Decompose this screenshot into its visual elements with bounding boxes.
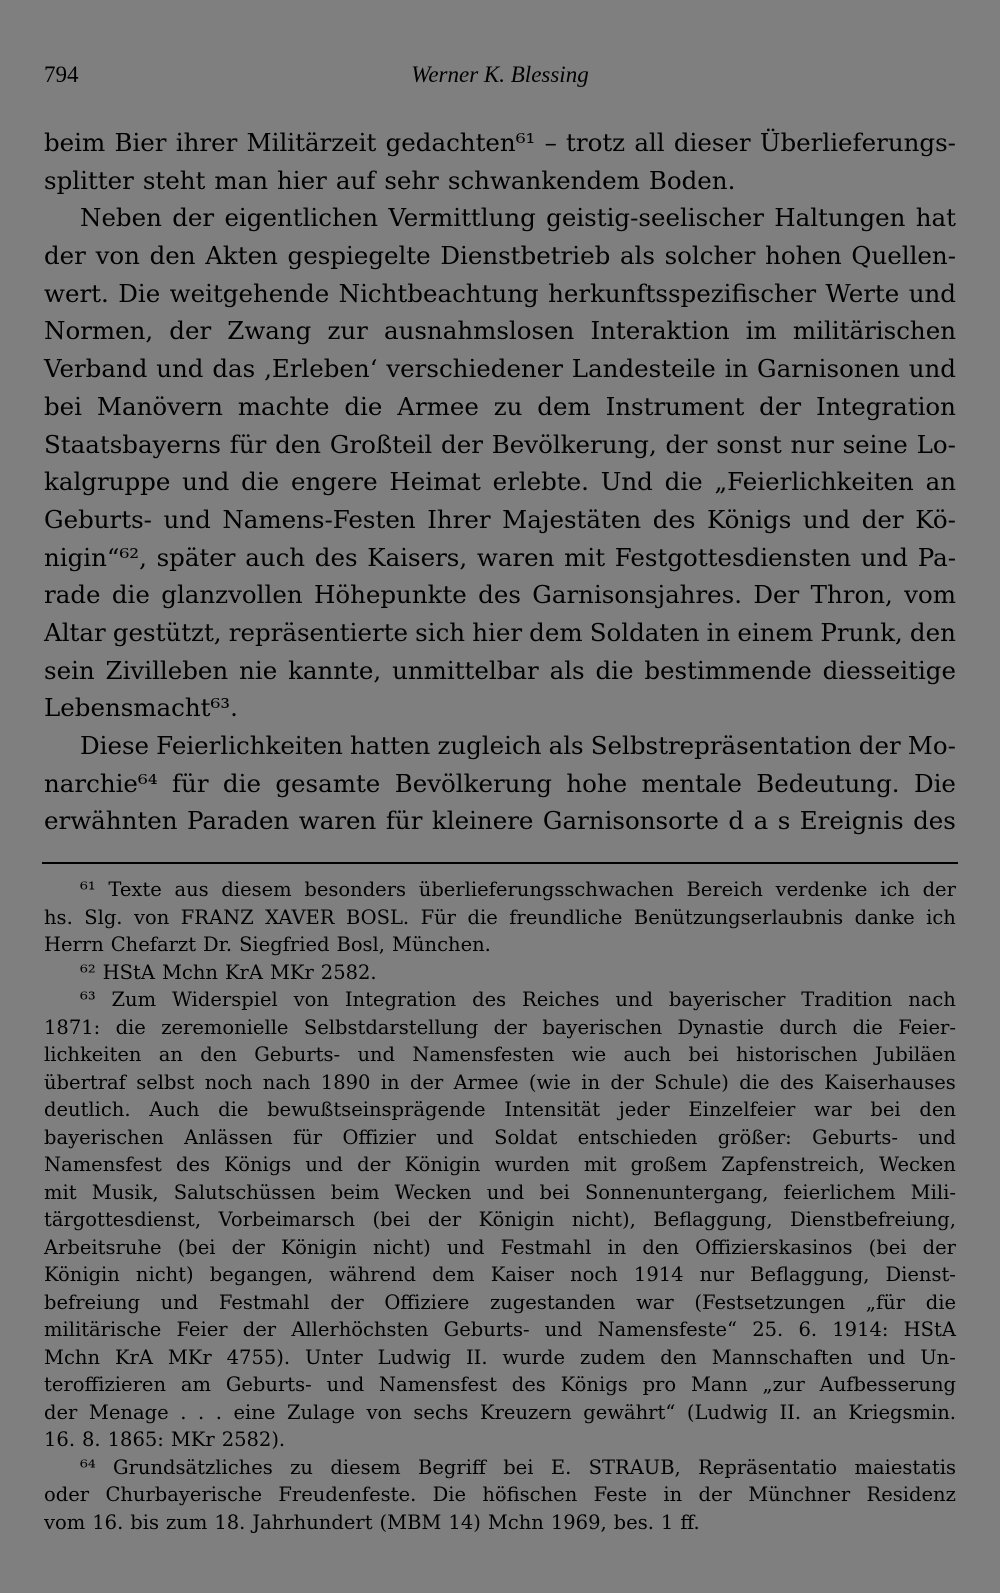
footnote-separator — [42, 862, 958, 864]
body-line: beim Bier ihrer Militärzeit gedachten⁶¹ – trotz all dieser Überlieferungs- — [44, 128, 956, 157]
body-line: Geburts- und Namens-Festen Ihrer Majestäten des Königs und der Kö- — [44, 504, 956, 534]
footnotes-line: hs. Slg. von FRANZ XAVER BOSL. Für die freundliche Benützungserlaubnis danke ich — [44, 905, 956, 929]
body-line: Normen, der Zwang zur ausnahmslosen Interaktion im militärischen — [44, 316, 956, 346]
footnotes-line: bayerischen Anlässen für Offizier und Soldat entschieden größer: Geburts- und — [44, 1125, 956, 1149]
footnotes-line: ⁶² HStA Mchn KrA MKr 2582. — [80, 960, 377, 984]
footnotes-line: lichkeiten an den Geburts- und Namensfesten wie auch bei historischen Jubiläen — [44, 1043, 956, 1066]
body-line: der von den Akten gespiegelte Dienstbetrieb als solcher hohen Quellen- — [44, 241, 956, 271]
footnotes-line: Herrn Chefarzt Dr. Siegfried Bosl, München. — [44, 933, 491, 956]
footnotes-line: Namensfest des Königs und der Königin wurden mit großem Zapfenstreich, Wecken — [44, 1153, 956, 1176]
body-line: bei Manövern machte die Armee zu dem Instrument der Integration — [44, 391, 956, 421]
footnotes-line: oder Churbayerische Freudenfeste. Die höfischen Feste in der Münchner Residenz — [44, 1483, 956, 1506]
footnotes-line: mit Musik, Salutschüssen beim Wecken und bei Sonnenuntergang, feierlichem Mili- — [44, 1180, 956, 1204]
footnotes-line: übertraf selbst noch nach 1890 in der Armee (wie in der Schule) die des Kaiserhauses — [44, 1070, 956, 1094]
body-line: erwähnten Paraden waren für kleinere Garnisonsorte d a s Ereignis des — [44, 806, 956, 836]
footnotes-line: vom 16. bis zum 18. Jahrhundert (MBM 14) Mchn 1969, bes. 1 ff. — [44, 1510, 700, 1534]
footnotes-line: befreiung und Festmahl der Offiziere zugestanden war (Festsetzungen „für die — [44, 1290, 956, 1314]
footnotes-line: 16. 8. 1865: MKr 2582). — [44, 1428, 286, 1451]
footnotes-line: militärische Feier der Allerhöchsten Geburts- und Namensfeste“ 25. 6. 1914: HStA — [44, 1318, 956, 1341]
main-text — [44, 124, 956, 840]
footnotes-line: Mchn KrA MKr 4755). Unter Ludwig II. wurde zudem den Mannschaften und Un- — [44, 1345, 956, 1369]
footnotes-line: 1871: die zeremonielle Selbstdarstellung der bayerischen Dynastie durch die Feier- — [44, 1015, 956, 1039]
body-line: Diese Feierlichkeiten hatten zugleich als Selbstrepräsentation der Mo- — [80, 731, 956, 760]
body-line: nigin“⁶², später auch des Kaisers, waren mit Festgottesdiensten und Pa- — [44, 542, 956, 572]
footnotes-line: Arbeitsruhe (bei der Königin nicht) und Festmahl in den Offizierskasinos (bei der — [44, 1235, 956, 1259]
running-head: Werner K. Blessing — [411, 62, 589, 87]
body-line: rade die glanzvollen Höhepunkte des Garnisonsjahres. Der Thron, vom — [44, 580, 956, 610]
body-line: Neben der eigentlichen Vermittlung geistig-seelischer Haltungen hat — [80, 203, 956, 233]
body-line: narchie⁶⁴ für die gesamte Bevölkerung hohe mentale Bedeutung. Die — [44, 768, 956, 798]
footnotes — [44, 876, 956, 1536]
body-line: wert. Die weitgehende Nichtbeachtung herkunftsspezifischer Werte und — [44, 278, 956, 308]
footnotes-line: tärgottesdienst, Vorbeimarsch (bei der Königin nicht), Beflaggung, Dienstbefreiung, — [44, 1208, 956, 1231]
footnotes-line: deutlich. Auch die bewußtseinsprägende Intensität jeder Einzelfeier war bei den — [44, 1098, 956, 1121]
body-line: Verband und das ‚Erleben‘ verschiedener Landesteile in Garnisonen und — [44, 354, 956, 384]
page-header — [44, 62, 956, 94]
footnotes-line: teroffizieren am Geburts- und Namensfest des Königs pro Mann „zur Aufbesserung — [44, 1373, 956, 1396]
body-line: Lebensmacht⁶³. — [44, 693, 238, 723]
body-line: Altar gestützt, repräsentierte sich hier dem Soldaten in einem Prunk, den — [44, 617, 956, 647]
footnotes-line: der Menage . . . eine Zulage von sechs Kreuzern gewährt“ (Ludwig II. an Kriegsmin. — [44, 1400, 956, 1424]
body-line: kalgruppe und die engere Heimat erlebte. Und die „Feierlichkeiten an — [44, 467, 956, 497]
page-number: 794 — [44, 62, 79, 87]
body-line: sein Zivilleben nie kannte, unmittelbar als die bestimmende diesseitige — [44, 655, 956, 685]
footnotes-line: ⁶³ Zum Widerspiel von Integration des Reiches und bayerischer Tradition nach — [80, 988, 956, 1011]
footnotes-line: ⁶⁴ Grundsätzliches zu diesem Begriff bei E. STRAUB, Repräsentatio maiestatis — [80, 1455, 956, 1479]
footnotes-line: Königin nicht) begangen, während dem Kaiser noch 1914 nur Beflaggung, Dienst- — [44, 1263, 956, 1286]
footnotes-line: ⁶¹ Texte aus diesem besonders überlieferungsschwachen Bereich verdenke ich der — [80, 878, 956, 901]
body-line: Staatsbayerns für den Großteil der Bevölkerung, der sonst nur seine Lo- — [44, 429, 956, 459]
body-line: splitter steht man hier auf sehr schwankendem Boden. — [44, 165, 736, 195]
